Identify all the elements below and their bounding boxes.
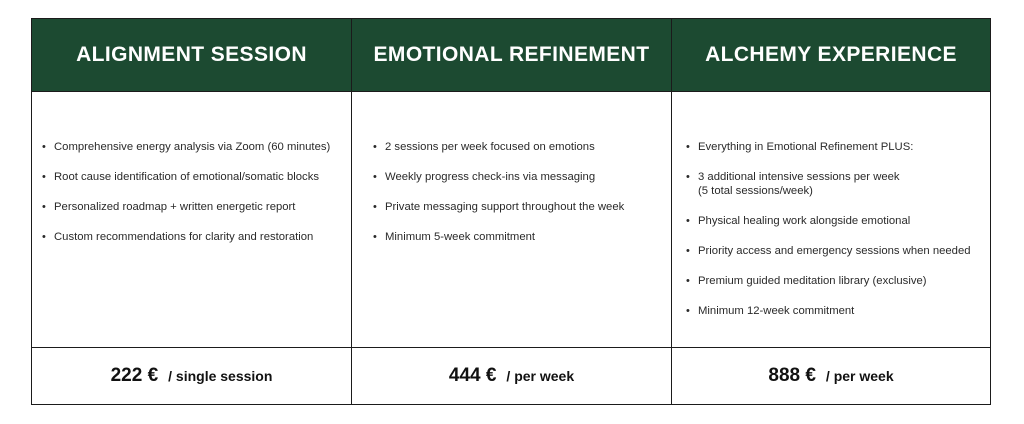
plan-price-row	[672, 348, 990, 404]
plan-features	[32, 92, 351, 348]
feature-item: • Priority access and emergency sessions when needed	[686, 244, 971, 258]
feature-item: • Personalized roadmap + written energetic report	[42, 200, 330, 214]
feature-item: • Minimum 5-week commitment	[373, 230, 624, 244]
feature-list	[42, 140, 330, 260]
plan-price: 222 €	[110, 365, 159, 386]
feature-item: • Custom recommendations for clarity and restoration	[42, 230, 330, 244]
feature-item: • Premium guided meditation library (exclusive)	[686, 274, 971, 288]
plan-period: / per week	[506, 368, 575, 384]
plan-title: ALCHEMY EXPERIENCE	[705, 43, 957, 66]
plan-title: ALIGNMENT SESSION	[76, 43, 307, 66]
plan-period: / per week	[825, 368, 894, 384]
feature-list	[686, 140, 971, 334]
plan-price-row	[352, 348, 671, 404]
plan-column-alchemy	[672, 19, 990, 404]
feature-item: • Root cause identification of emotional/somatic blocks	[42, 170, 330, 184]
plan-column-alignment	[32, 19, 352, 404]
plan-price: 888 €	[768, 365, 816, 386]
feature-item: • 2 sessions per week focused on emotions	[373, 140, 624, 154]
plan-price: 444 €	[448, 365, 497, 386]
plan-features	[352, 92, 671, 348]
pricing-table	[31, 18, 991, 405]
feature-item: • Private messaging support throughout the week	[373, 200, 624, 214]
feature-item-text: 3 additional intensive sessions per week	[698, 171, 900, 183]
feature-item: • Comprehensive energy analysis via Zoom (60 minutes)	[42, 140, 330, 154]
plan-header	[352, 19, 671, 92]
feature-item: • Physical healing work alongside emotional	[686, 214, 971, 228]
plan-features	[672, 92, 990, 348]
feature-item	[686, 170, 971, 198]
feature-item: • Everything in Emotional Refinement PLUS:	[686, 140, 971, 154]
plan-period: / single session	[168, 368, 273, 384]
feature-item-subline: (5 total sessions/week)	[698, 185, 813, 197]
plan-header	[672, 19, 990, 92]
feature-list	[373, 140, 624, 260]
plan-column-emotional	[352, 19, 672, 404]
plan-price-row	[32, 348, 351, 404]
plan-header	[32, 19, 351, 92]
feature-item: • Minimum 12-week commitment	[686, 304, 971, 318]
plan-title: EMOTIONAL REFINEMENT	[373, 43, 650, 66]
feature-item: • Weekly progress check-ins via messaging	[373, 170, 624, 184]
